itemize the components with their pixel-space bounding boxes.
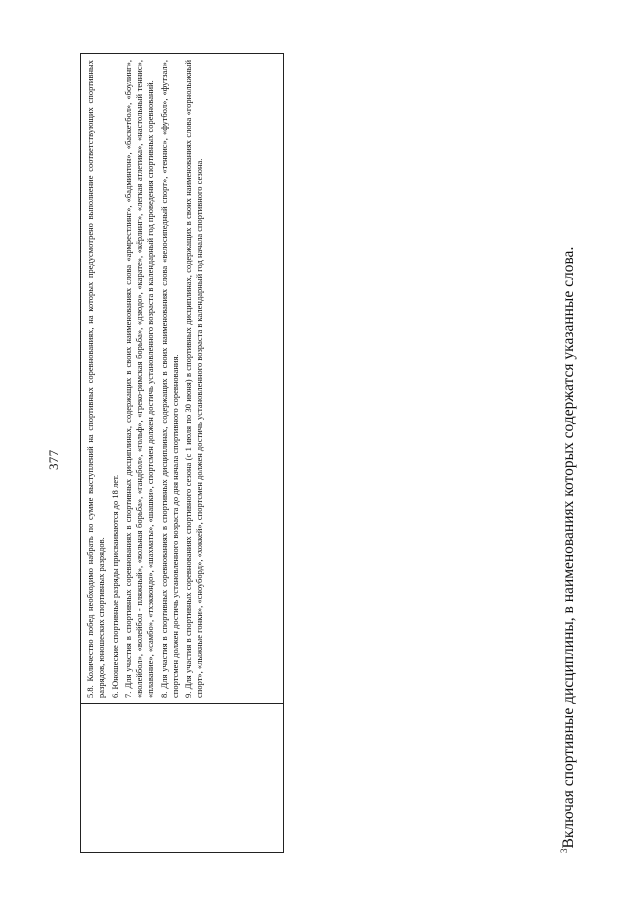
notes-cell bbox=[85, 60, 281, 698]
note-9: 9. Для участия в спортивных соревнованиях спортивного сезона (с 1 июля по 30 июня) в спортивных дисциплинах, содержащих в своих наименованиях слова «горнолыжный спорт», «лыжные гонки», «сноуборд», «хоккей», спортсмен должен достичь установленного возраста в календарный год начала спортивного сезона. bbox=[183, 60, 205, 698]
note-5-8: 5.8. Количество побед необходимо набрать по сумме выступлений на спортивных соревнованиях, на которых предусмотрено выполнение соответствующих спортивных разрядов, юношеских спортивных разрядов. bbox=[85, 60, 106, 698]
footnote bbox=[560, 247, 578, 853]
note-7: 7. Для участия в спортивных соревнованиях в спортивных дисциплинах, содержащих в своих наименованиях слова «армрестлинг», «бадминтон», «баскетбол», «боулинг», «волейбол», «волейбол - пляжный», «вольная борьба», «гандбол», «гольф», «греко-римская борьба», «дзюдо», «карате», «кёрлинг», «легкая атлетика», «настольный теннис», «плавание», «самбо», «тхэквондо», «шахматы», «шашки», спортсмен должен достичь установленного возраста в календарный год проведения спортивных соревнований. bbox=[123, 60, 155, 698]
footnote-text: Включая спортивные дисциплины, в наименованиях которых содержатся указанные слова. bbox=[560, 246, 577, 849]
table-empty-column bbox=[81, 703, 283, 852]
note-6: 6. Юношеские спортивные разряды присваиваются до 18 лет. bbox=[109, 474, 120, 698]
note-8: 8. Для участия в спортивных соревнованиях в спортивных дисциплинах, содержащих в своих наименованиях слова «велосипедный спорт», «теннис», «футбол», «футзал», спортсмен должен достичь установленного возраста до дня начала спортивного соревнования. bbox=[158, 60, 180, 698]
notes-table bbox=[80, 53, 284, 853]
footnote-marker: 3 bbox=[558, 848, 569, 853]
page-number: 377 bbox=[46, 449, 61, 470]
